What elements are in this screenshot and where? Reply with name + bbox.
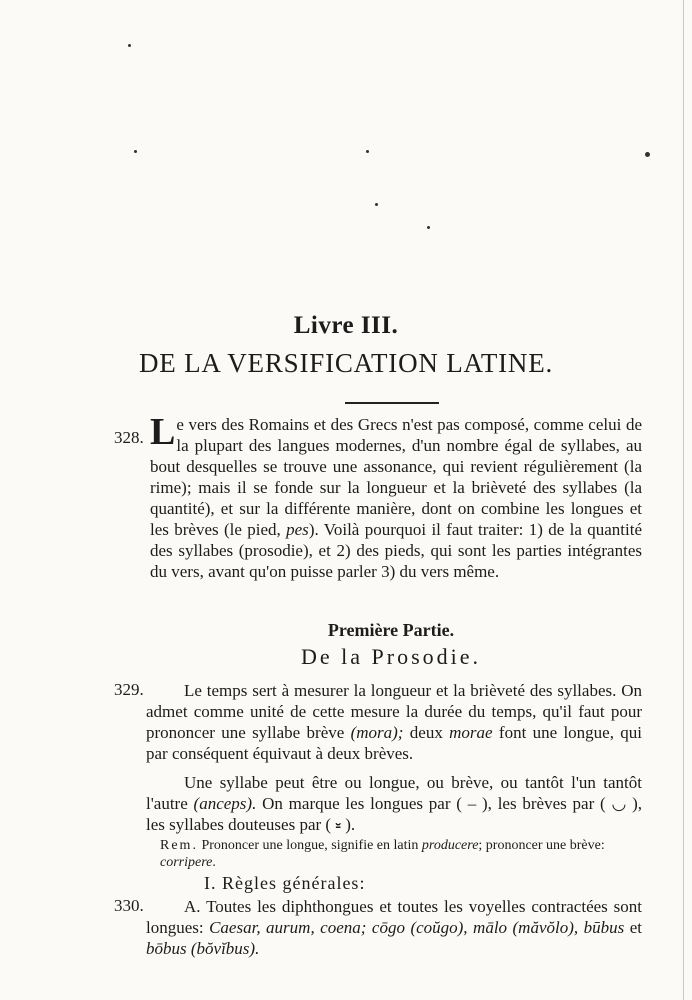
paragraph-number: 330. [114, 896, 144, 915]
ink-speck [375, 203, 378, 206]
book-title: DE LA VERSIFICATION LATINE. [138, 348, 554, 378]
ink-speck [427, 226, 430, 229]
book-label: Livre III. [293, 312, 399, 339]
ink-speck [366, 150, 369, 153]
part-title: Première Partie. [327, 620, 455, 640]
paragraph-329b: Une syllabe peut être ou longue, ou brève, ou tantôt l'un tantôt l'autre (anceps). On marque les longues par ( – ), les brèves par ( ◡ ), les syllabes douteuses par ( ⏓ ). [146, 773, 642, 834]
drop-cap: L [150, 411, 176, 453]
section-title: I. Règles générales: [204, 873, 366, 893]
ink-speck [128, 44, 131, 47]
paragraph-330: A. Toutes les diphthongues et toutes les voyelles contractées sont longues: Caesar, aurum, coena; cōgo (coŭgo), mālo (măvŏlo), būbus et bōbus (bŏvĭbus). [146, 897, 642, 958]
part-subtitle: De la Prosodie. [300, 644, 482, 669]
remark: Rem. Prononcer une longue, signifie en latin producere; prononcer une brève: corripere. [160, 838, 605, 870]
paragraph-328: Le vers des Romains et des Grecs n'est pas composé, comme celui de la plupart des langues modernes, d'un nombre égal de syllabes, au bout desquelles se trouve une assonance, qui revient régulièrement (la rime); mais il se fonde sur la longueur et la brièveté des syllabes (la quantité), et sur la différente manière, dont on combine les longues et les brèves (le pied, pes). Voilà pourquoi il faut traiter: 1) de la quantité des syllabes (prosodie), et 2) des pieds, qui sont les parties intégrantes du vers, avant qu'on puisse parler 3) du vers même. [150, 411, 643, 581]
ink-speck [134, 150, 137, 153]
paragraph-number: 328. [114, 428, 144, 447]
page-edge-line [683, 0, 684, 1000]
ink-speck [645, 152, 650, 157]
paragraph-329a: Le temps sert à mesurer la longueur et la brièveté des syllabes. On admet comme unité de cette mesure la durée du temps, qu'il faut pour prononcer une syllabe brève (mora); deux morae font une longue, qui par conséquent équivaut à deux brèves. [146, 681, 643, 763]
title-rule [345, 402, 439, 404]
paragraph-number: 329. [114, 680, 144, 699]
